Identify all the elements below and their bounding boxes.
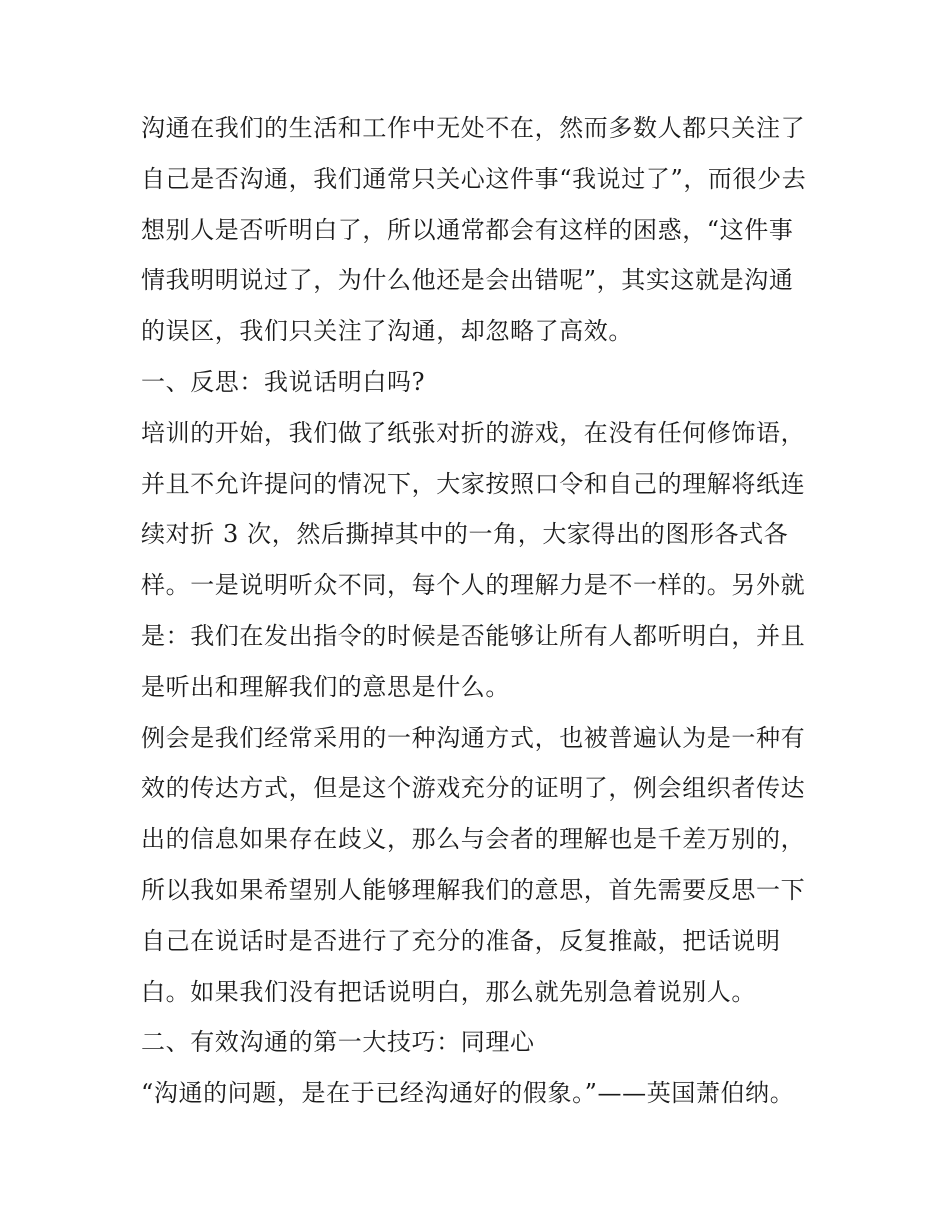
paragraph-1-line-5: 的误区，我们只关注了沟通，却忽略了高效。 [141, 317, 633, 346]
paragraph-3-line-5: 自己在说话时是否进行了充分的准备，反复推敲，把话说明 [141, 926, 781, 955]
document-body [141, 103, 821, 1119]
paragraph-3-line-4: 所以我如果希望别人能够理解我们的意思，首先需要反思一下 [141, 875, 806, 904]
paragraph-2-line-6: 是听出和理解我们的意思是什么。 [141, 672, 510, 701]
paragraph-3-line-6: 白。如果我们没有把话说明白，那么就先别急着说别人。 [141, 977, 756, 1006]
paragraph-2-line-5: 是：我们在发出指令的时候是否能够让所有人都听明白，并且 [141, 621, 806, 650]
quote-line: “沟通的问题，是在于已经沟通好的假象。”——英国萧伯纳。 [141, 1079, 795, 1108]
section-heading-2: 二、有效沟通的第一大技巧：同理心 [141, 1028, 535, 1057]
paragraph-2-line-4: 样。一是说明听众不同，每个人的理解力是不一样的。另外就 [141, 571, 806, 600]
paragraph-1-line-4: 情我明明说过了，为什么他还是会出错呢”，其实这就是沟通 [141, 266, 794, 295]
paragraph-2-line-2: 并且不允许提问的情况下，大家按照口令和自己的理解将纸连 [141, 469, 806, 498]
paragraph-3-line-2: 效的传达方式，但是这个游戏充分的证明了，例会组织者传达 [141, 774, 806, 803]
paragraph-3-line-3: 出的信息如果存在歧义，那么与会者的理解也是千差万别的， [141, 825, 806, 854]
paragraph-2-line-3: 续对折 3 次，然后撕掉其中的一角，大家得出的图形各式各 [141, 520, 789, 549]
paragraph-1-line-2: 自己是否沟通，我们通常只关心这件事“我说过了”，而很少去 [141, 164, 807, 193]
paragraph-2-line-1: 培训的开始，我们做了纸张对折的游戏，在没有任何修饰语， [141, 418, 806, 447]
paragraph-1-line-3: 想别人是否听明白了，所以通常都会有这样的困惑，“这件事 [141, 215, 794, 244]
section-heading-1: 一、反思：我说话明白吗? [141, 367, 426, 396]
paragraph-1-line-1: 沟通在我们的生活和工作中无处不在，然而多数人都只关注了 [141, 114, 806, 142]
paragraph-3-line-1: 例会是我们经常采用的一种沟通方式，也被普遍认为是一种有 [141, 723, 806, 752]
